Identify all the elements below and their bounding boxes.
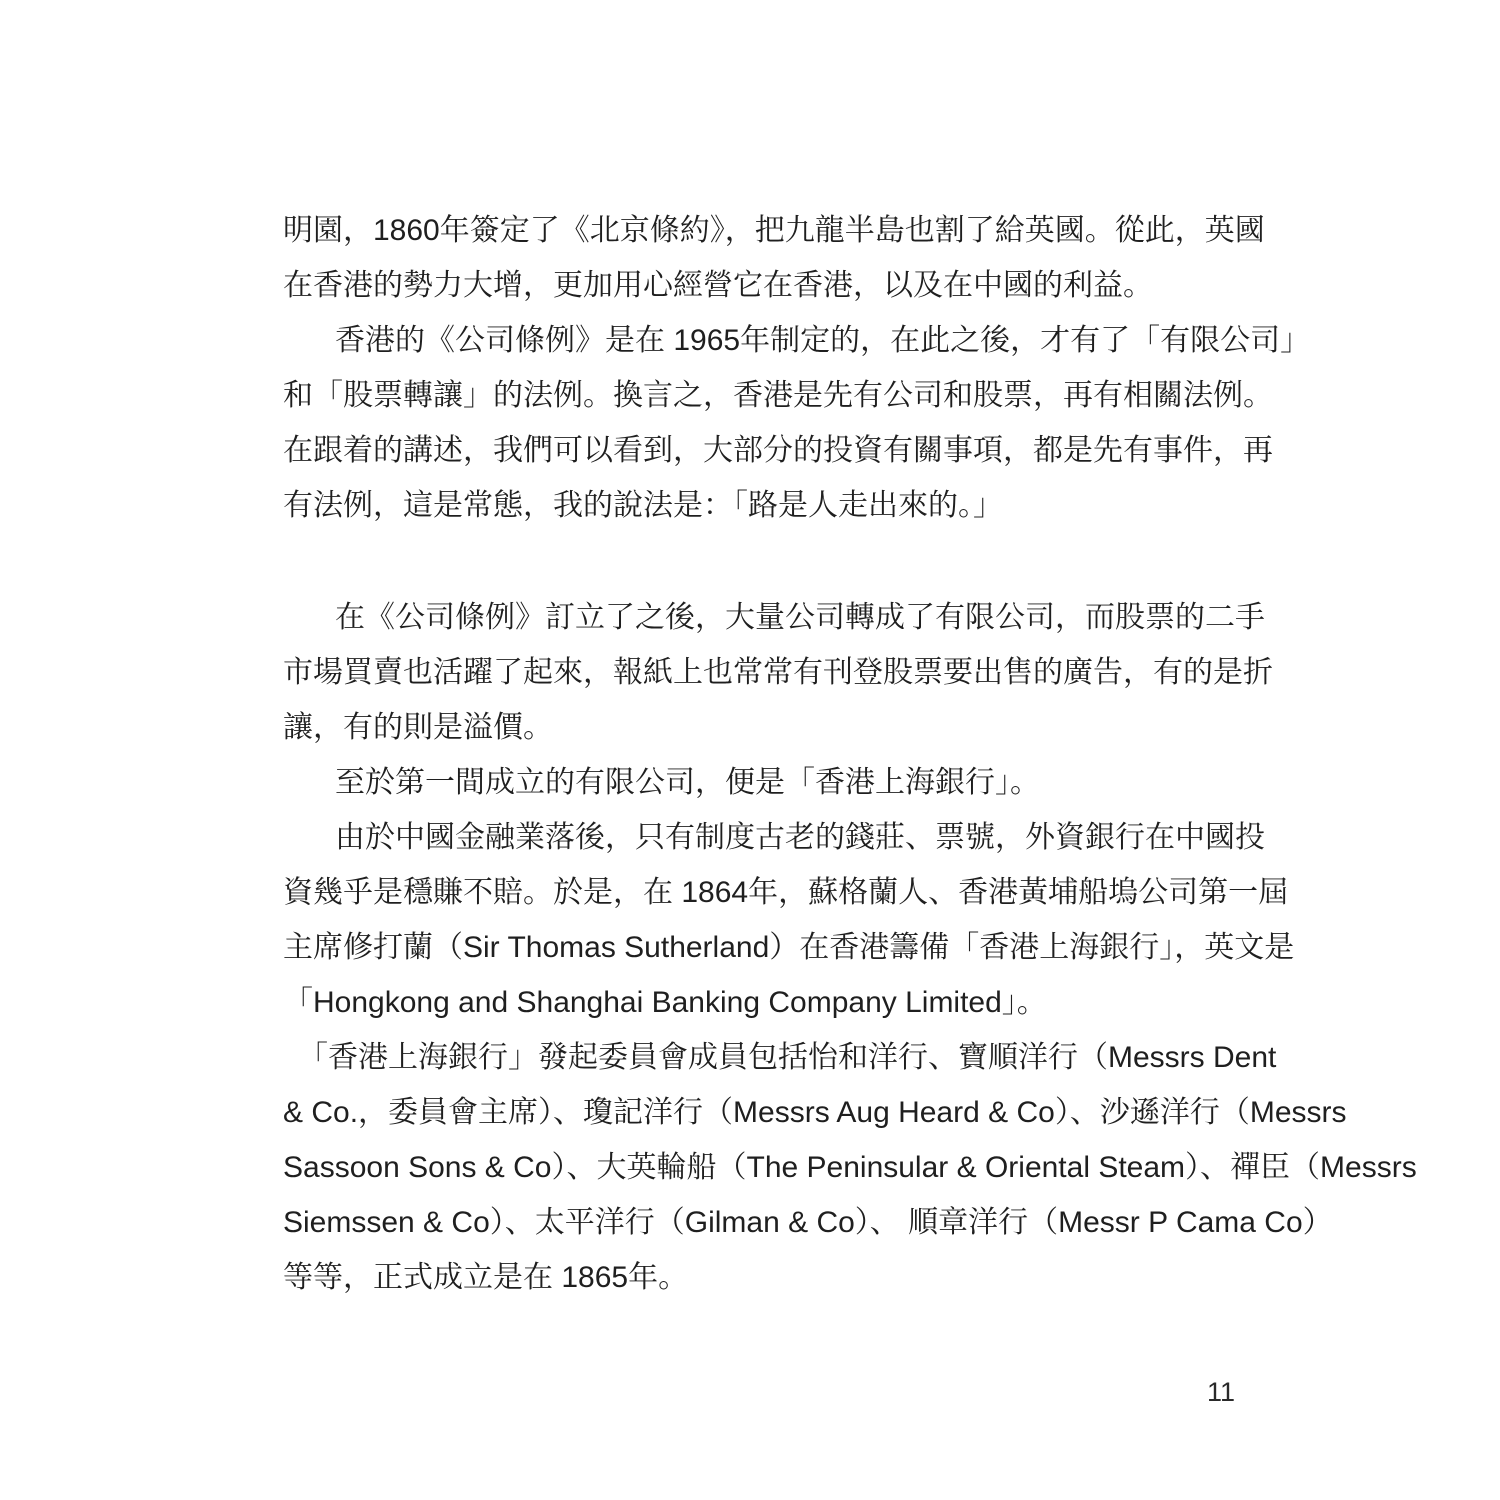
page-number: 11 — [1207, 1377, 1236, 1407]
text-line: 香港的《公司條例》是在 1965年制定的，在此之後，才有了「有限公司」 — [335, 324, 1311, 357]
body-text — [283, 203, 1417, 1305]
text-line: 在跟着的講述，我們可以看到，大部分的投資有關事項，都是先有事件，再 — [283, 434, 1273, 467]
text-line: 讓，有的則是溢價。 — [283, 711, 553, 744]
text-line: 在香港的勢力大增，更加用心經營它在香港，以及在中國的利益。 — [283, 269, 1153, 302]
text-line: 主席修打蘭（Sir Thomas Sutherland）在香港籌備「香港上海銀行」，英文是 — [283, 931, 1295, 964]
text-line: 「香港上海銀行」發起委員會成員包括怡和洋行、寶順洋行（Messrs Dent — [298, 1041, 1277, 1074]
text-line: 市場買賣也活躍了起來，報紙上也常常有刊登股票要出售的廣告，有的是折 — [283, 656, 1273, 689]
text-line: 等等，正式成立是在 1865年。 — [283, 1261, 689, 1294]
text-line: 「Hongkong and Shanghai Banking Company Limited」。 — [283, 986, 1047, 1019]
text-line: 在《公司條例》訂立了之後，大量公司轉成了有限公司，而股票的二手 — [335, 601, 1265, 634]
text-line: Sassoon Sons & Co）、大英輪船（The Peninsular & Oriental Steam）、禪臣（Messrs — [283, 1151, 1417, 1184]
text-line: Siemssen & Co）、太平洋行（Gilman & Co）、 順章洋行（Messr P Cama Co） — [283, 1206, 1333, 1239]
text-line: & Co.，委員會主席）、瓊記洋行（Messrs Aug Heard & Co）、沙遜洋行（Messrs — [283, 1096, 1347, 1129]
text-line: 資幾乎是穩賺不賠。於是，在 1864年，蘇格蘭人、香港黃埔船塢公司第一屆 — [283, 876, 1289, 909]
text-line: 明園，1860年簽定了《北京條約》，把九龍半島也割了給英國。從此，英國 — [283, 214, 1265, 247]
text-line: 至於第一間成立的有限公司，便是「香港上海銀行」。 — [335, 766, 1040, 799]
text-line: 由於中國金融業落後，只有制度古老的錢莊、票號，外資銀行在中國投 — [335, 821, 1265, 854]
text-line: 和「股票轉讓」的法例。換言之，香港是先有公司和股票，再有相關法例。 — [283, 379, 1273, 412]
text-line: 有法例，這是常態，我的說法是：「路是人走出來的。」 — [283, 489, 1003, 522]
